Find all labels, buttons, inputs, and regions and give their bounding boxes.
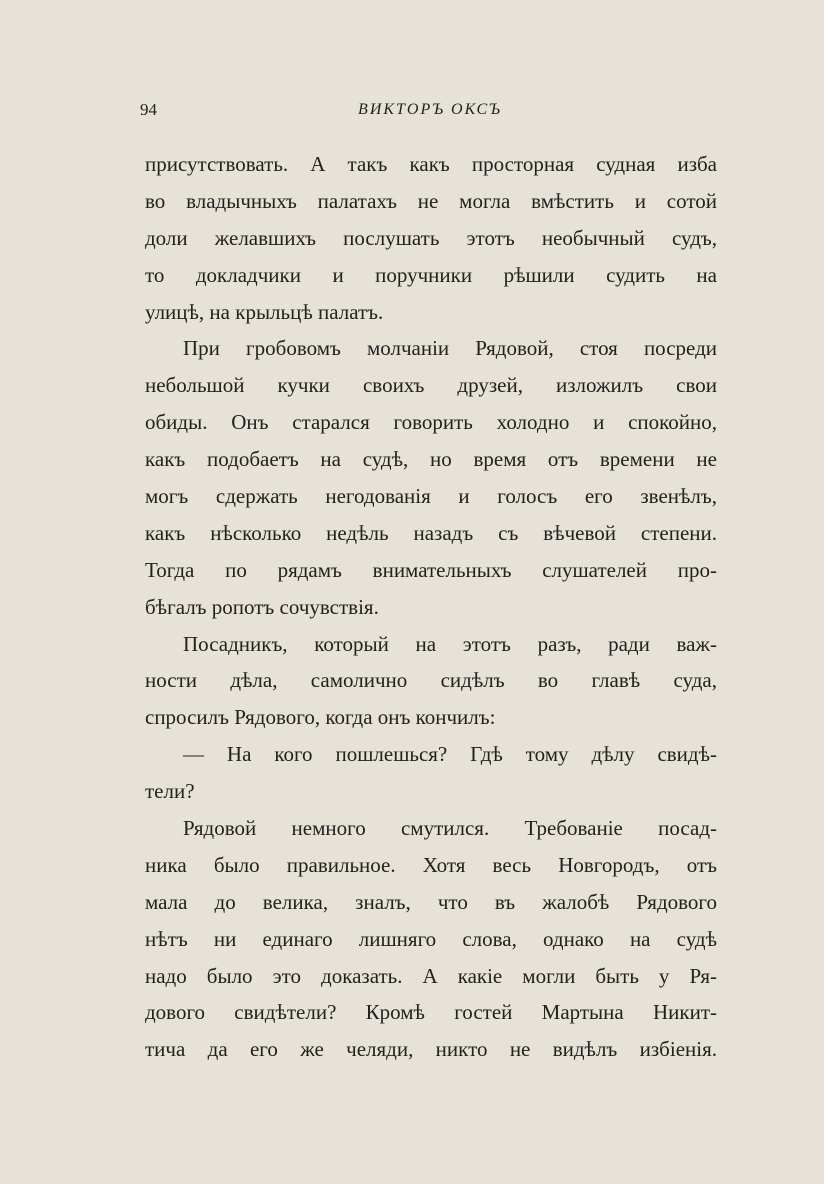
text-line: Посадникъ, который на этотъ разъ, ради важ-: [183, 631, 717, 656]
text-line: Рядовой немного смутился. Требованіе посад-: [183, 816, 717, 841]
text-line: Тогда по рядамъ внимательныхъ слушателей про-: [145, 557, 717, 582]
text-line: какъ подобаетъ на судѣ, но время отъ времени не: [145, 447, 717, 472]
text-line: присутствовать. А такъ какъ просторная судная изба: [145, 152, 717, 176]
text-line: нѣтъ ни единаго лишняго слова, однако на судѣ: [145, 926, 717, 951]
text-line: улицѣ, на крыльцѣ палатъ.: [145, 299, 384, 324]
text-line: спросилъ Рядового, когда онъ кончилъ:: [145, 705, 496, 730]
text-line: дового свидѣтели? Кромѣ гостей Мартына Никит-: [145, 1000, 717, 1025]
text-line: тели?: [145, 779, 195, 804]
text-line: тича да его же челяди, никто не видѣлъ избіенія.: [145, 1037, 717, 1062]
running-title: ВИКТОРЪ ОКСЪ: [358, 101, 502, 118]
text-line: небольшой кучки своихъ друзей, изложилъ свои: [145, 373, 717, 398]
text-line: ности дѣла, самолично сидѣлъ во главѣ суда,: [145, 668, 717, 693]
text-line: какъ нѣсколько недѣль назадъ съ вѣчевой степени.: [145, 520, 717, 545]
text-line: надо было это доказать. А какіе могли быть у Ря-: [145, 963, 717, 988]
text-line: могъ сдержать негодованія и голосъ его звенѣлъ,: [145, 484, 717, 509]
text-line: — На кого пошлешься? Гдѣ тому дѣлу свидѣ-: [183, 742, 717, 767]
text-line: мала до велика, зналъ, что въ жалобѣ Рядового: [145, 889, 717, 914]
running-head: [140, 100, 720, 128]
text-line: При гробовомъ молчаніи Рядовой, стоя посреди: [183, 336, 717, 361]
text-line: во владычныхъ палатахъ не могла вмѣстить и сотой: [145, 188, 717, 213]
text-line: бѣгалъ ропотъ сочувствія.: [145, 594, 379, 619]
text-line: доли желавшихъ послушать этотъ необычный судъ,: [145, 225, 717, 250]
text-line: ника было правильное. Хотя весь Новгородъ, отъ: [145, 852, 717, 877]
text-line: обиды. Онъ старался говорить холодно и спокойно,: [145, 410, 717, 435]
page-number: 94: [140, 100, 157, 119]
body-text: [145, 146, 717, 1068]
text-line: то докладчики и поручники рѣшили судить на: [145, 262, 717, 287]
